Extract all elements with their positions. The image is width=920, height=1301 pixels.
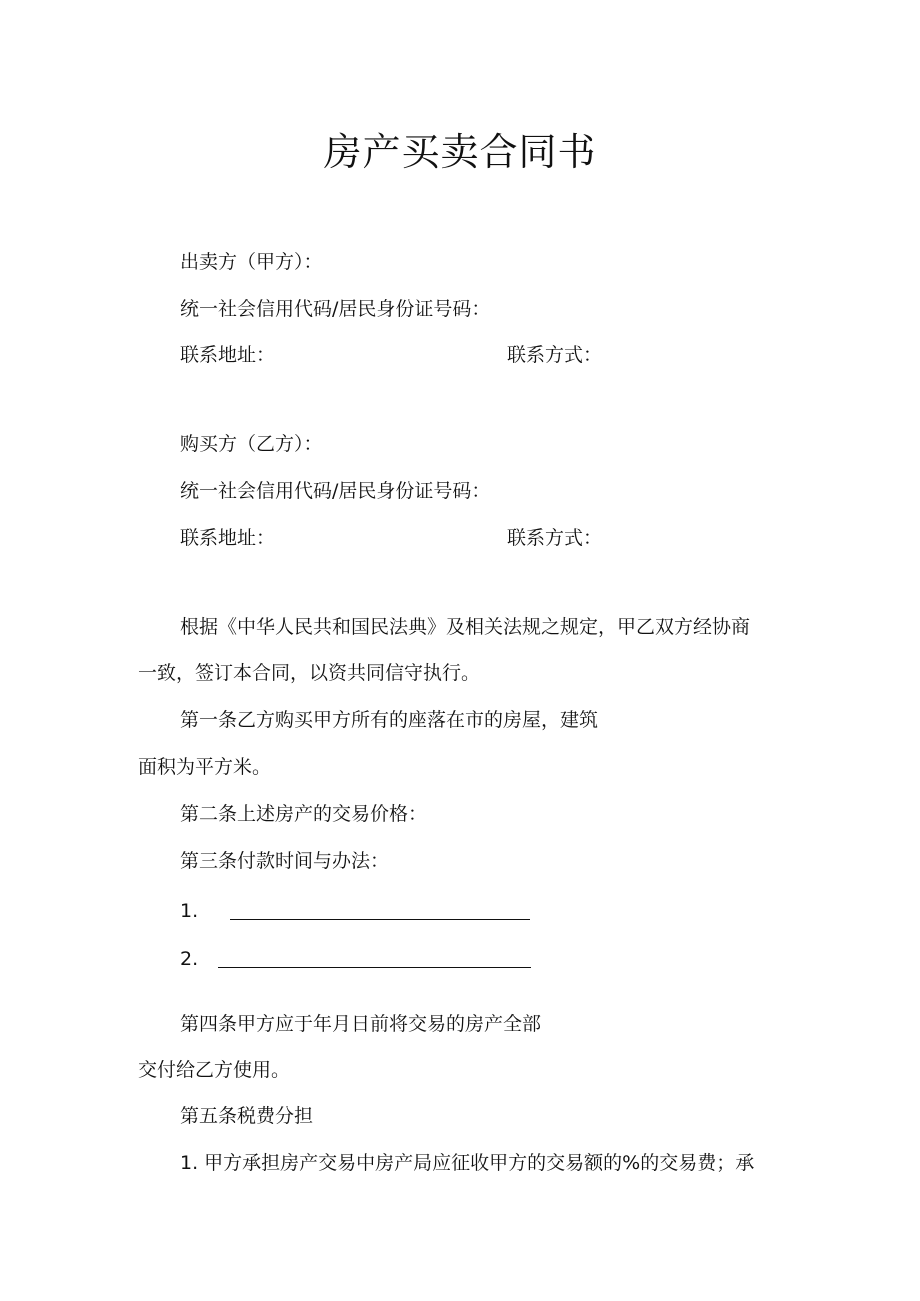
article3-item2-blank (218, 967, 531, 968)
article3-item2-number: 2. (180, 948, 199, 970)
buyer-contact-label: 联系方式： (507, 527, 603, 549)
article3-item1-blank (230, 919, 530, 920)
article2: 第二条上述房产的交易价格： (180, 803, 428, 825)
article5: 第五条税费分担 (180, 1105, 314, 1127)
article5-item1: 1. 甲方承担房产交易中房产局应征收甲方的交易额的%的交易费；承 (180, 1152, 755, 1174)
article3-item1-number: 1. (180, 900, 199, 922)
seller-label: 出卖方（甲方）： (180, 251, 323, 273)
intro-paragraph-line2: 一致，签订本合同，以资共同信守执行。 (138, 662, 481, 684)
seller-address-label: 联系地址： (180, 344, 276, 366)
buyer-id-label: 统一社会信用代码/居民身份证号码： (180, 480, 491, 502)
article4-line2: 交付给乙方使用。 (138, 1059, 291, 1081)
buyer-address-label: 联系地址： (180, 527, 276, 549)
seller-contact-label: 联系方式： (507, 344, 603, 366)
seller-id-label: 统一社会信用代码/居民身份证号码： (180, 298, 491, 320)
article4-line1: 第四条甲方应于年月日前将交易的房产全部 (180, 1013, 542, 1035)
article1-line1: 第一条乙方购买甲方所有的座落在市的房屋，建筑 (180, 709, 599, 731)
article1-line2: 面积为平方米。 (138, 756, 272, 778)
intro-paragraph-line1: 根据《中华人民共和国民法典》及相关法规之规定，甲乙双方经协商 (180, 616, 751, 638)
article3: 第三条付款时间与办法： (180, 850, 390, 872)
buyer-label: 购买方（乙方）： (180, 433, 323, 455)
document-title: 房产买卖合同书 (323, 130, 597, 174)
